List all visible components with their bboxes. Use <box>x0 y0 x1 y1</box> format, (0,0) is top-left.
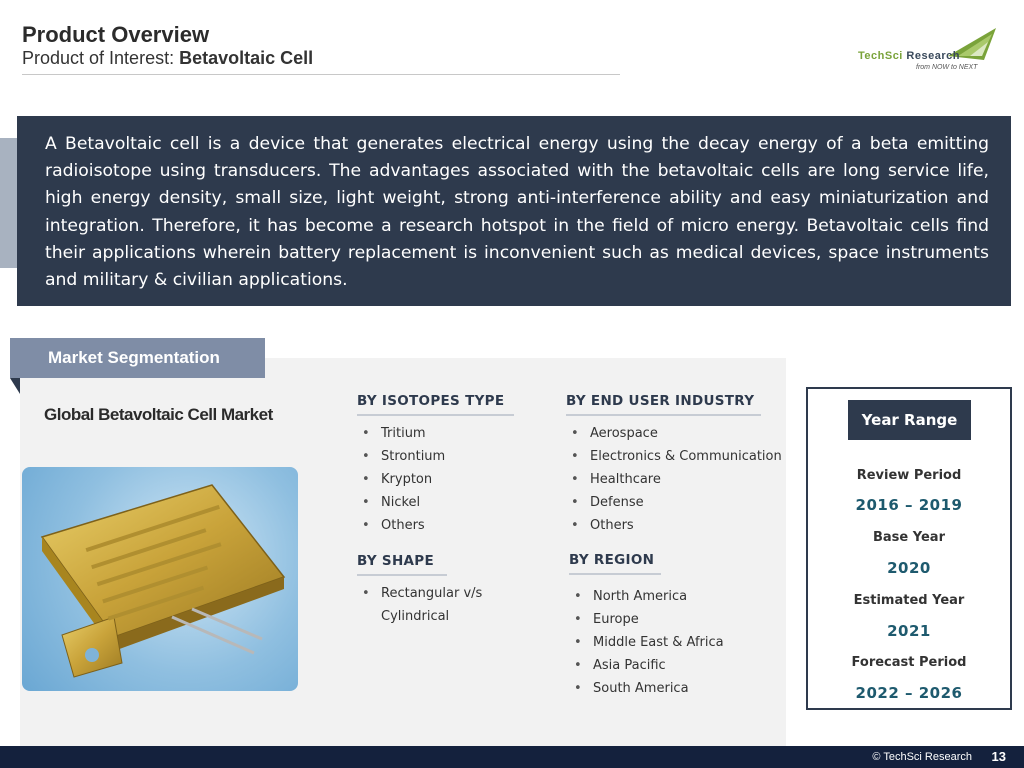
forecast-period-label: Forecast Period <box>851 655 967 670</box>
subtitle-prefix: Product of Interest: <box>22 48 180 68</box>
base-year-value: 2020 <box>887 559 931 577</box>
shape-category <box>357 550 482 628</box>
end-user-heading: BY END USER INDUSTRY <box>566 393 761 416</box>
year-range-heading: Year Range <box>848 400 971 440</box>
page-title: Product Overview <box>22 22 210 47</box>
region-heading: BY REGION <box>569 552 661 575</box>
shape-heading: BY SHAPE <box>357 553 447 576</box>
list-item: • North America <box>569 585 724 608</box>
list-item: • Europe <box>569 608 724 631</box>
page-number: 13 <box>991 749 1006 764</box>
review-period-label: Review Period <box>856 468 962 483</box>
list-item: • Strontium <box>357 445 514 468</box>
list-item: • Electronics & Communication <box>566 445 782 468</box>
list-item: • Rectangular v/s <box>357 582 482 605</box>
list-item: • Tritium <box>357 422 514 445</box>
logo-name-part2: Research <box>902 50 960 62</box>
list-item: • Others <box>566 514 782 537</box>
isotopes-heading: BY ISOTOPES TYPE <box>357 393 514 416</box>
region-category <box>569 549 724 700</box>
logo-wordmark <box>858 50 960 62</box>
logo-tagline: from NOW to NEXT <box>916 64 978 71</box>
footer-bar <box>0 746 1024 768</box>
estimated-year-label: Estimated Year <box>853 593 965 608</box>
logo-name-part1: TechSci <box>858 50 903 62</box>
list-item: • Aerospace <box>566 422 782 445</box>
list-item: • South America <box>569 677 724 700</box>
betavoltaic-cell-image <box>22 467 298 691</box>
end-user-list <box>566 422 782 537</box>
region-list <box>569 585 724 700</box>
subtitle-product: Betavoltaic Cell <box>179 48 314 68</box>
list-item: • Others <box>357 514 514 537</box>
end-user-category <box>566 390 782 537</box>
company-logo <box>858 26 1003 76</box>
list-item: • Krypton <box>357 468 514 491</box>
isotopes-category <box>357 390 514 537</box>
year-range-box <box>806 387 1012 710</box>
list-item: • Defense <box>566 491 782 514</box>
estimated-year-value: 2021 <box>887 622 931 640</box>
base-year-label: Base Year <box>873 530 945 545</box>
list-item-continuation: Cylindrical <box>381 609 450 624</box>
shape-list <box>357 582 482 628</box>
page-subtitle <box>22 48 313 69</box>
isotopes-list <box>357 422 514 537</box>
market-title: Global Betavoltaic Cell Market <box>44 405 273 424</box>
footer-copyright: © TechSci Research <box>872 751 972 763</box>
list-item: • Nickel <box>357 491 514 514</box>
list-item: • Middle East & Africa <box>569 631 724 654</box>
betavoltaic-cell-illustration <box>22 467 298 691</box>
segmentation-tab: Market Segmentation <box>10 338 265 378</box>
review-period-value: 2016 – 2019 <box>855 496 963 514</box>
forecast-period-value: 2022 – 2026 <box>855 684 963 702</box>
list-item: • Healthcare <box>566 468 782 491</box>
intro-description: A Betavoltaic cell is a device that generates electrical energy using the decay energy of a beta emitting radioisotope using transducers. The advantages associated with the betavoltaic cells are long service life, high energy density, small size, light weight, strong anti-interference ability and easy miniaturization and integration. Therefore, it has become a research hotspot in the field of micro energy. Betavoltaic cells find their applications wherein battery replacement is inconvenient such as medical devices, space instruments and military & civilian applications. <box>17 116 1011 306</box>
segmentation-tab-fold <box>10 378 20 394</box>
title-divider <box>22 74 620 75</box>
list-item: • Asia Pacific <box>569 654 724 677</box>
